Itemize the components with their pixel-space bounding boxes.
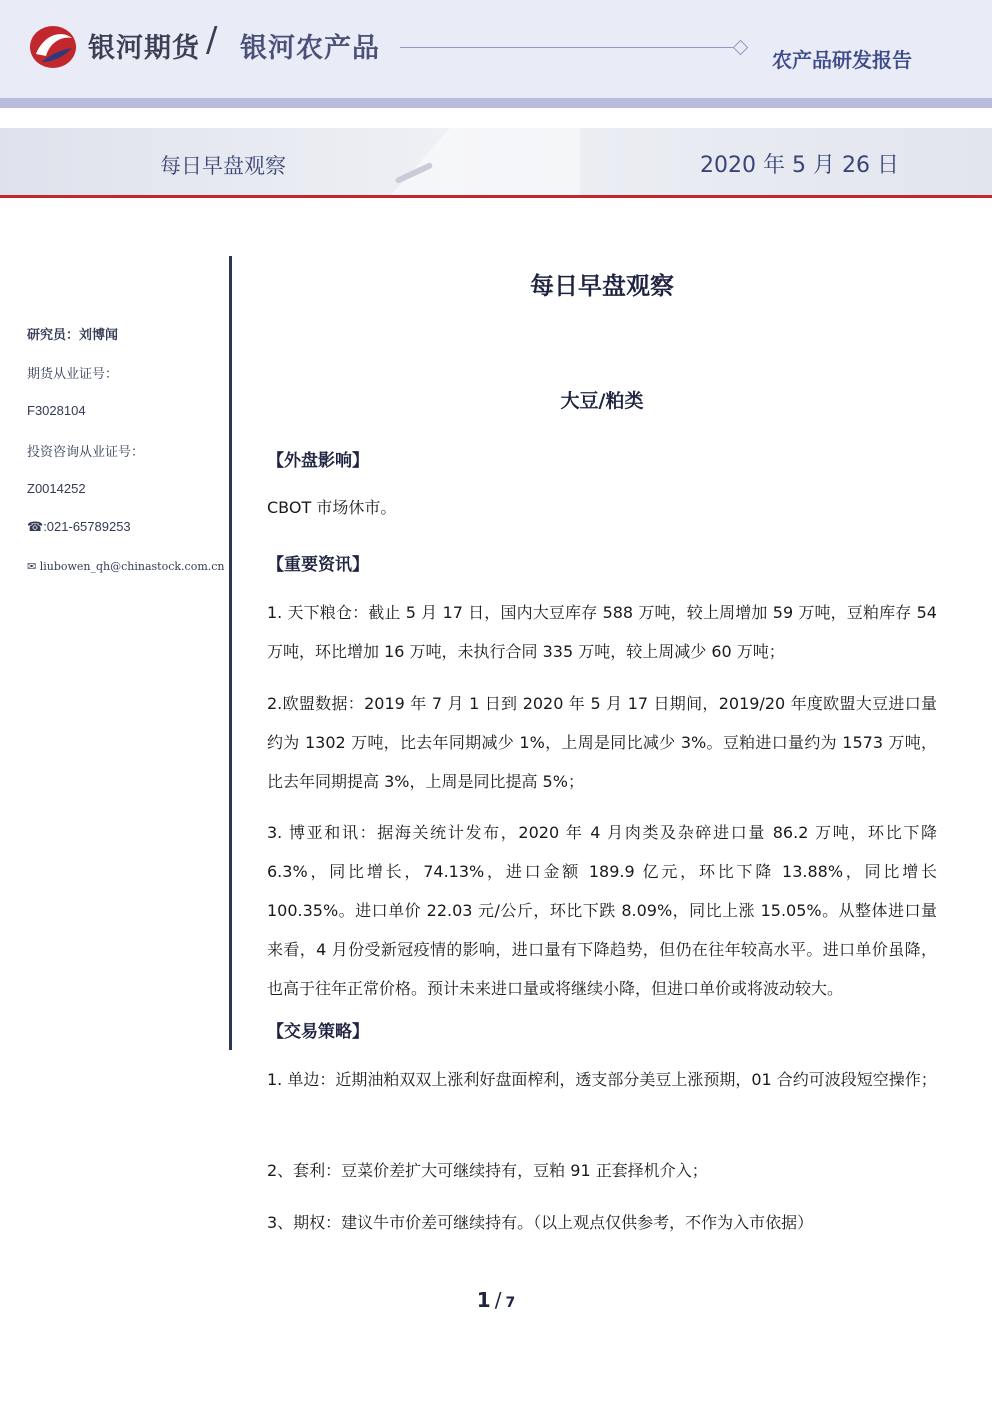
sub-brand-name: 银河农产品 [240,33,380,64]
strategy-item-3: 3、期权：建议牛市价差可继续持有。（以上观点仅供参考，不作为入市依据） [267,1213,814,1232]
main-title: 每日早盘观察 [530,272,674,300]
news-heading: 【重要资讯】 [267,555,369,575]
brand-divider: / [206,20,218,60]
band-title: 每日早盘观察 [160,154,286,178]
report-type: 农产品研发报告 [772,48,912,72]
strategy-item-1: 1. 单边：近期油粕双双上涨利好盘面榨利，透支部分美豆上涨预期，01 合约可波段短空操作； [267,1070,937,1089]
page-number [0,1288,992,1312]
external-heading: 【外盘影响】 [267,451,369,471]
email-address[interactable]: ✉ liubowen_qh@chinastock.com.cn [27,560,225,573]
sidebar-rule [229,256,232,1050]
section-title: 大豆/粕类 [560,390,644,412]
band-decoration [390,128,580,196]
news-item-1: 1. 天下粮仓：截止 5 月 17 日，国内大豆库存 588 万吨，较上周增加 59 万吨，豆粕库存 54 万吨，环比增加 16 万吨，未执行合同 335 万吨，较上周减少 60 万吨； [267,603,937,661]
futures-cert-label: 期货从业证号： [27,367,119,382]
galaxy-logo-icon [28,24,78,70]
header-stripe [0,98,992,108]
page-current: 1 [476,1288,491,1312]
brand-name: 银河期货 [88,33,200,64]
decorative-line [400,47,734,48]
external-text: CBOT 市场休市。 [267,498,397,517]
page-total: 7 [505,1295,516,1311]
strategy-heading: 【交易策略】 [267,1022,369,1042]
futures-cert-number: F3028104 [27,403,86,418]
researcher-name: 研究员：刘博闻 [27,328,119,343]
page-separator: / [494,1288,502,1312]
consult-cert-label: 投资咨询从业证号： [27,445,145,460]
news-item-2: 2.欧盟数据：2019 年 7 月 1 日到 2020 年 5 月 17 日期间，2019/20 年度欧盟大豆进口量约为 1302 万吨，比去年同期减少 1%，上周是同比减少 3%。豆粕进口量约为 1573 万吨，比去年同期提高 3%，上周是同比提高 5%； [267,694,937,791]
strategy-item-2: 2、套利：豆菜价差扩大可继续持有，豆粕 91 正套择机介入； [267,1161,708,1180]
report-date: 2020 年 5 月 26 日 [700,153,899,178]
phone-number: ☎:021-65789253 [27,519,131,534]
red-divider [0,195,992,198]
consult-cert-number: Z0014252 [27,481,86,496]
news-item-3: 3. 博亚和讯：据海关统计发布，2020 年 4 月肉类及杂碎进口量 86.2 万吨，环比下降 6.3%，同比增长，74.13%，进口金额 189.9 亿元，环比下降 13.88%，同比增长 100.35%。进口单价 22.03 元/公斤，环比下跌 8.09%，同比上涨 15.05%。从整体进口量来看，4 月份受新冠疫情的影响，进口量有下降趋势，但仍在往年较高水平。进口单价虽降，也高于往年正常价格。预计未来进口量或将继续小降，但进口单价或将波动较大。 [267,823,937,998]
